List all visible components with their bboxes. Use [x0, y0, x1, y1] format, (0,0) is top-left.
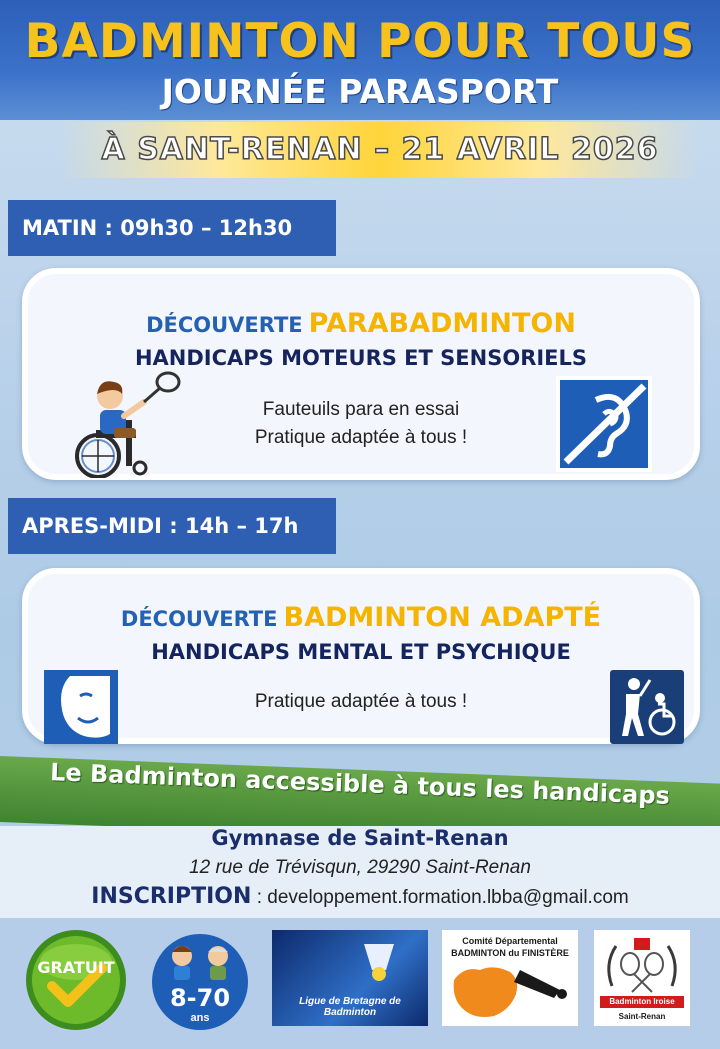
morning-time-tag: MATIN : 09h30 – 12h30 [8, 200, 336, 256]
inscription-label: INSCRIPTION [91, 884, 252, 909]
comite-finistere-logo [442, 930, 578, 1026]
inscription-line [0, 884, 720, 909]
afternoon-heading [28, 602, 694, 633]
finistere-map-icon [450, 960, 570, 1022]
free-badge [22, 926, 130, 1034]
footer-logos [0, 918, 720, 1049]
age-range: 8-70 [169, 984, 231, 1012]
mental-disability-face-icon [44, 670, 118, 744]
club-logo-name: Badminton Iroise [600, 996, 684, 1008]
badminton-iroise-logo [594, 930, 690, 1026]
morning-subheading: HANDICAPS MOTEURS ET SENSORIELS [134, 346, 588, 370]
morning-line1: Fauteuils para en essai [262, 399, 460, 420]
date-band [60, 122, 700, 178]
afternoon-heading-highlight: BADMINTON ADAPTÉ [283, 602, 602, 633]
morning-line2: Pratique adaptée à tous ! [254, 427, 468, 448]
inscription-email[interactable]: : developpement.formation.lbba@gmail.com [251, 887, 629, 908]
free-badge-label: GRATUIT [37, 958, 115, 977]
venue-address: 12 rue de Trévisqun, 29290 Saint-Renan [189, 857, 531, 878]
comite-logo-line1: Comité Départemental [462, 936, 558, 946]
crossed-rackets-icon [602, 936, 682, 996]
afternoon-line1: Pratique adaptée à tous ! [254, 691, 468, 712]
morning-heading-highlight: PARABADMINTON [308, 308, 576, 339]
ligue-logo-text: Ligue de Bretagne de Badminton [299, 996, 401, 1018]
afternoon-card [22, 568, 700, 744]
shuttlecock-icon [356, 940, 402, 984]
club-logo-city: Saint-Renan [618, 1012, 666, 1021]
age-unit: ans [190, 1012, 210, 1024]
date-location-line: À SANT-RENAN – 21 AVRIL 2026 [101, 132, 659, 167]
event-title: BADMINTON POUR TOUS [24, 14, 696, 69]
wheelchair-badminton-player-icon [64, 370, 182, 478]
event-subtitle: JOURNÉE PARASPORT [161, 72, 559, 111]
comite-logo-line2: BADMINTON du FINISTÈRE [451, 948, 569, 958]
tagline: Le Badminton accessible à tous les handicaps [49, 758, 671, 810]
afternoon-subheading: HANDICAPS MENTAL ET PSYCHIQUE [151, 640, 571, 664]
afternoon-time-tag: APRES-MIDI : 14h – 17h [8, 498, 336, 554]
morning-heading-prefix: DÉCOUVERTE [146, 313, 303, 337]
morning-card [22, 268, 700, 480]
ligue-bretagne-logo [272, 930, 428, 1026]
deaf-accessibility-icon [556, 376, 652, 472]
afternoon-heading-prefix: DÉCOUVERTE [120, 607, 278, 631]
header-banner [0, 0, 720, 120]
morning-heading [28, 308, 694, 339]
venue-name: Gymnase de Saint-Renan [211, 826, 509, 850]
parasport-pictogram-icon [610, 670, 684, 744]
